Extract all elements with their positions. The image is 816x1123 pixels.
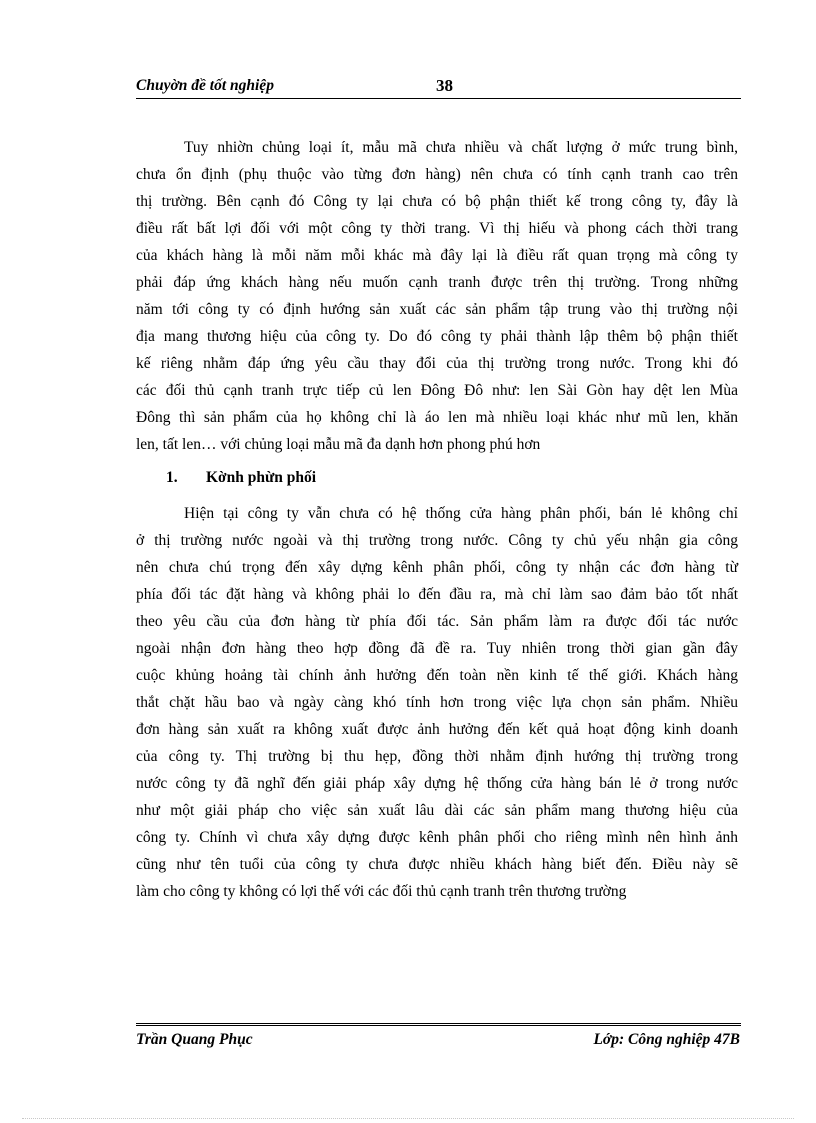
- paragraph-line: của khách hàng là mỗi năm mỗi khác mà đây lại là điều rất quan trọng mà công ty: [136, 247, 738, 264]
- paragraph-line: như một giải pháp cho việc sản xuất lâu dài các sản phẩm mang thương hiệu của: [136, 802, 738, 819]
- body-text: [136, 134, 738, 905]
- paragraph-line: thắt chặt hầu bao và ngày càng khó tính hơn trong việc lựa chọn sản phẩm. Nhiều: [136, 694, 738, 711]
- page-number: 38: [436, 76, 453, 95]
- header-title: Chuyờn đề tốt nghiệp: [136, 77, 274, 94]
- paragraph-line: năm tới công ty có định hướng sản xuất các sản phẩm tập trung vào thị trường nội: [136, 301, 738, 318]
- paragraph-line: cuộc khủng hoảng tài chính ảnh hưởng đến toàn nền kinh tế thế giới. Khách hàng: [136, 667, 738, 684]
- footer-author: Trần Quang Phục: [136, 1031, 253, 1048]
- section-heading: [136, 464, 738, 491]
- paragraph-line: chưa ổn định (phụ thuộc vào từng đơn hàng) nên chưa có tính cạnh tranh cao trên: [136, 166, 738, 183]
- paragraph-line: theo yêu cầu của đơn hàng từ phía đối tác. Sản phẩm làm ra được đối tác nước: [136, 613, 738, 630]
- paragraph-line: cũng như tên tuổi của công ty chưa được nhiều khách hàng biết đến. Điều này sẽ: [136, 856, 738, 873]
- paragraph-line: Đông thì sản phẩm của họ không chỉ là áo len mà nhiều loại khác như mũ len, khăn: [136, 409, 738, 426]
- page-header: [136, 74, 741, 98]
- paragraph-line: của công ty. Thị trường bị thu hẹp, đồng thời nhằm định hướng thị trường trong: [136, 748, 738, 765]
- page-edge-divider: [22, 1118, 794, 1119]
- footer-class: Lớp: Công nghiệp 47B: [593, 1031, 740, 1048]
- section-number: 1.: [166, 469, 178, 486]
- paragraph-line: thị trường. Bên cạnh đó Công ty lại chưa có bộ phận thiết kế trong công ty, đây là: [136, 193, 738, 210]
- footer-divider: [136, 1023, 741, 1026]
- paragraph-line: phải đáp ứng khách hàng nếu muốn cạnh tranh được trên thị trường. Trong những: [136, 274, 738, 291]
- paragraph-line: đơn hàng sản xuất ra không xuất được ảnh hưởng đến kết quả hoạt động kinh doanh: [136, 721, 738, 738]
- paragraph-line: nước công ty đã nghĩ đến giải pháp xây dựng hệ thống cửa hàng bán lẻ ở trong nước: [136, 775, 738, 792]
- paragraph-1: [136, 134, 738, 458]
- paragraph-line: nên chưa chú trọng đến xây dựng kênh phân phối, công ty nhận các đơn hàng từ: [136, 559, 738, 576]
- paragraph-line: các đối thủ cạnh tranh trực tiếp củ len Đông Đô như: len Sài Gòn hay dệt len Mùa: [136, 382, 738, 399]
- paragraph-line: phía đối tác đặt hàng và không phải lo đến đầu ra, mà chỉ làm sao đảm bảo tốt nhất: [136, 586, 738, 603]
- paragraph-line: Tuy nhiờn chủng loại ít, mẫu mã chưa nhiều và chất lượng ở mức trung bình,: [184, 139, 738, 156]
- section-title: Kờnh phừn phối: [206, 469, 317, 486]
- paragraph-line: ở thị trường nước ngoài và thị trường trong nước. Công ty chủ yếu nhận gia công: [136, 532, 738, 549]
- paragraph-line: công ty. Chính vì chưa xây dựng được kênh phân phối cho riêng mình nên hình ảnh: [136, 829, 738, 846]
- header-divider: [136, 98, 741, 99]
- paragraph-2: [136, 500, 738, 905]
- paragraph-line: kế riêng nhằm đáp ứng yêu cầu thay đổi của thị trường trong nước. Trong khi đó: [136, 355, 738, 372]
- paragraph-line: làm cho công ty không có lợi thế với các đối thủ cạnh tranh trên thương trường: [136, 883, 627, 900]
- paragraph-line: điều rất bất lợi đối với một công ty thời trang. Vì thị hiếu và phong cách thời trang: [136, 220, 738, 237]
- paragraph-line: địa mang thương hiệu của công ty. Do đó công ty phải thành lập thêm bộ phận thiết: [136, 328, 738, 345]
- paragraph-line: ngoài nhận đơn hàng theo hợp đồng đã đề ra. Tuy nhiên trong thời gian gần đây: [136, 640, 738, 657]
- paragraph-line: len, tất len… với chủng loại mẫu mã đa dạnh hơn phong phú hơn: [136, 436, 541, 453]
- paragraph-line: Hiện tại công ty vẫn chưa có hệ thống cửa hàng phân phối, bán lẻ không chỉ: [184, 505, 738, 522]
